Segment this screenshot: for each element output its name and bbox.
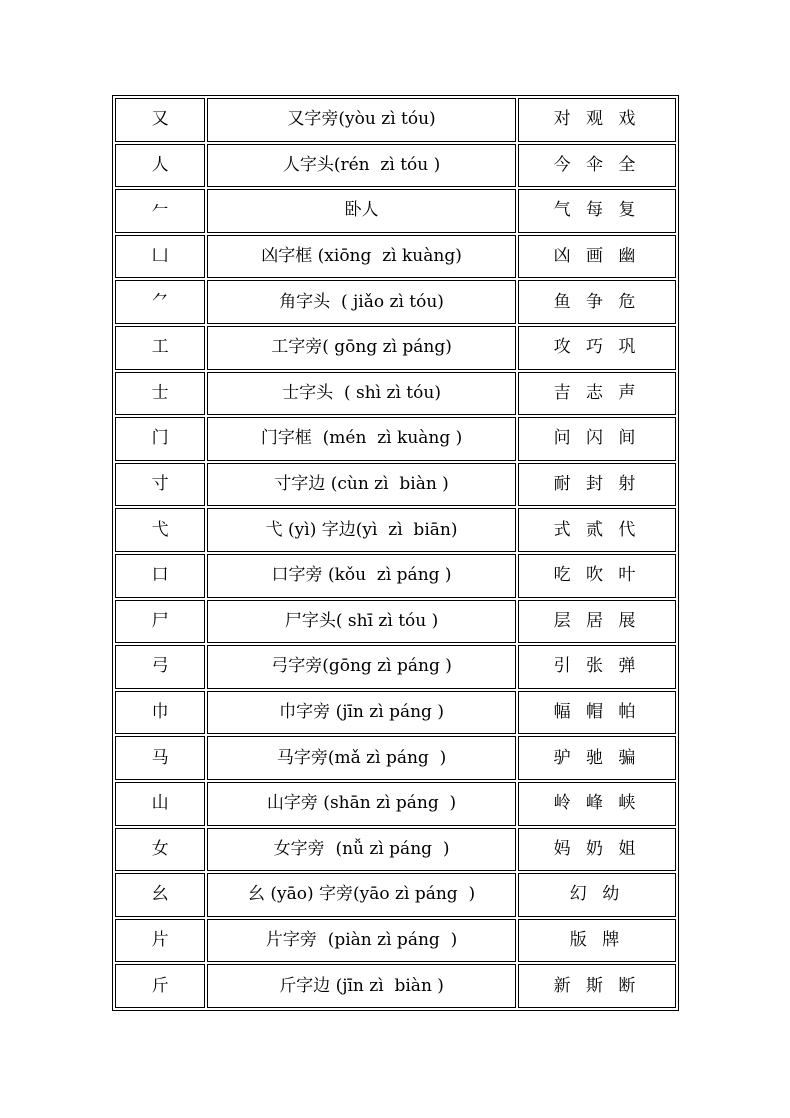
- radical-name-cell: [207, 463, 516, 507]
- radical-cell: 马: [115, 736, 205, 780]
- table-row: [115, 554, 676, 598]
- example-chars-cell: 版 牌: [518, 919, 676, 963]
- example-chars-cell: 吃 吹 叶: [518, 554, 676, 598]
- example-chars-cell: 吉 志 声: [518, 372, 676, 416]
- radical-cell: 人: [115, 144, 205, 188]
- table-row: [115, 508, 676, 552]
- example-chars-cell: 幻 幼: [518, 873, 676, 917]
- radical-cell: 斤: [115, 964, 205, 1008]
- example-chars-cell: 凶 画 幽: [518, 235, 676, 279]
- example-chars-cell: 驴 驰 骗: [518, 736, 676, 780]
- example-chars-cell: 岭 峰 峡: [518, 782, 676, 826]
- table-row: [115, 417, 676, 461]
- example-chars-cell: 式 贰 代: [518, 508, 676, 552]
- radical-name-text: 卧人: [344, 200, 379, 221]
- radical-name-cell: [207, 326, 516, 370]
- example-chars-cell: 引 张 弹: [518, 645, 676, 689]
- radical-name-text: 尸字头( shī zì tóu ): [284, 610, 439, 631]
- radical-name-cell: [207, 280, 516, 324]
- radical-name-cell: [207, 964, 516, 1008]
- table-row: [115, 691, 676, 735]
- radical-cell: ⺈: [115, 280, 205, 324]
- table-row: [115, 782, 676, 826]
- example-chars-cell: 层 居 展: [518, 600, 676, 644]
- table-row: [115, 372, 676, 416]
- radical-cell: 门: [115, 417, 205, 461]
- table-row: [115, 235, 676, 279]
- example-chars-cell: 气 每 复: [518, 189, 676, 233]
- radical-table-body: [115, 98, 676, 1008]
- radical-name-text: 士字头 ( shì zì tóu): [282, 382, 441, 403]
- radical-name-text: 又字旁(yòu zì tóu): [287, 109, 436, 130]
- table-row: [115, 463, 676, 507]
- example-chars-cell: 幅 帽 帕: [518, 691, 676, 735]
- radical-name-text: 巾字旁 (jīn zì páng ): [279, 702, 444, 723]
- radical-cell: 片: [115, 919, 205, 963]
- example-chars-cell: 新 斯 断: [518, 964, 676, 1008]
- table-row: [115, 144, 676, 188]
- radical-name-cell: [207, 600, 516, 644]
- radical-cell: 凵: [115, 235, 205, 279]
- radical-name-cell: [207, 98, 516, 142]
- radical-name-text: 马字旁(mǎ zì páng ): [276, 747, 447, 768]
- radical-name-text: 女字旁 (nǚ zì páng ): [273, 838, 450, 859]
- radical-cell: 尸: [115, 600, 205, 644]
- radical-name-cell: [207, 782, 516, 826]
- radical-name-cell: [207, 417, 516, 461]
- radical-name-text: 山字旁 (shān zì páng ): [266, 793, 457, 814]
- radical-name-text: 幺 (yāo) 字旁(yāo zì páng ): [247, 884, 476, 905]
- table-row: [115, 645, 676, 689]
- table-row: [115, 600, 676, 644]
- radical-name-cell: [207, 828, 516, 872]
- radical-cell: 山: [115, 782, 205, 826]
- radical-name-text: 工字旁( gōng zì páng): [271, 337, 452, 358]
- table-row: [115, 280, 676, 324]
- radical-cell: 女: [115, 828, 205, 872]
- example-chars-cell: 对 观 戏: [518, 98, 676, 142]
- radical-table: [112, 95, 679, 1011]
- radical-name-cell: [207, 691, 516, 735]
- example-chars-cell: 鱼 争 危: [518, 280, 676, 324]
- table-row: [115, 919, 676, 963]
- radical-name-text: 角字头 ( jiǎo zì tóu): [279, 291, 444, 312]
- radical-name-text: 片字旁 (piàn zì páng ): [265, 929, 458, 950]
- table-row: [115, 98, 676, 142]
- radical-name-text: 门字框 (mén zì kuàng ): [260, 428, 463, 449]
- example-chars-cell: 妈 奶 姐: [518, 828, 676, 872]
- radical-cell: 口: [115, 554, 205, 598]
- radical-cell: 寸: [115, 463, 205, 507]
- radical-name-cell: [207, 508, 516, 552]
- radical-name-text: 弓字旁(gōng zì páng ): [271, 656, 452, 677]
- example-chars-cell: 问 闪 间: [518, 417, 676, 461]
- table-row: [115, 736, 676, 780]
- radical-name-text: 斤字边 (jīn zì biàn ): [279, 975, 444, 996]
- radical-cell: 工: [115, 326, 205, 370]
- table-row: [115, 326, 676, 370]
- radical-name-text: 寸字边 (cùn zì biàn ): [274, 474, 449, 495]
- radical-name-cell: [207, 736, 516, 780]
- radical-name-cell: [207, 372, 516, 416]
- radical-name-text: 弋 (yì) 字边(yì zì biān): [265, 519, 458, 540]
- table-row: [115, 189, 676, 233]
- radical-cell: 幺: [115, 873, 205, 917]
- radical-name-cell: [207, 189, 516, 233]
- radical-cell: 弓: [115, 645, 205, 689]
- example-chars-cell: 今 伞 全: [518, 144, 676, 188]
- table-row: [115, 964, 676, 1008]
- radical-name-text: 人字头(rén zì tóu ): [282, 154, 441, 175]
- radical-name-text: 口字旁 (kǒu zì páng ): [271, 565, 452, 586]
- radical-name-cell: [207, 919, 516, 963]
- table-row: [115, 828, 676, 872]
- table-row: [115, 873, 676, 917]
- radical-name-cell: [207, 235, 516, 279]
- radical-cell: 又: [115, 98, 205, 142]
- radical-name-text: 凶字框 (xiōng zì kuàng): [261, 246, 462, 267]
- radical-cell: 弋: [115, 508, 205, 552]
- radical-cell: 𠂉: [115, 189, 205, 233]
- radical-name-cell: [207, 645, 516, 689]
- radical-name-cell: [207, 873, 516, 917]
- radical-name-cell: [207, 554, 516, 598]
- radical-cell: 巾: [115, 691, 205, 735]
- radical-cell: 士: [115, 372, 205, 416]
- example-chars-cell: 耐 封 射: [518, 463, 676, 507]
- example-chars-cell: 攻 巧 巩: [518, 326, 676, 370]
- radical-name-cell: [207, 144, 516, 188]
